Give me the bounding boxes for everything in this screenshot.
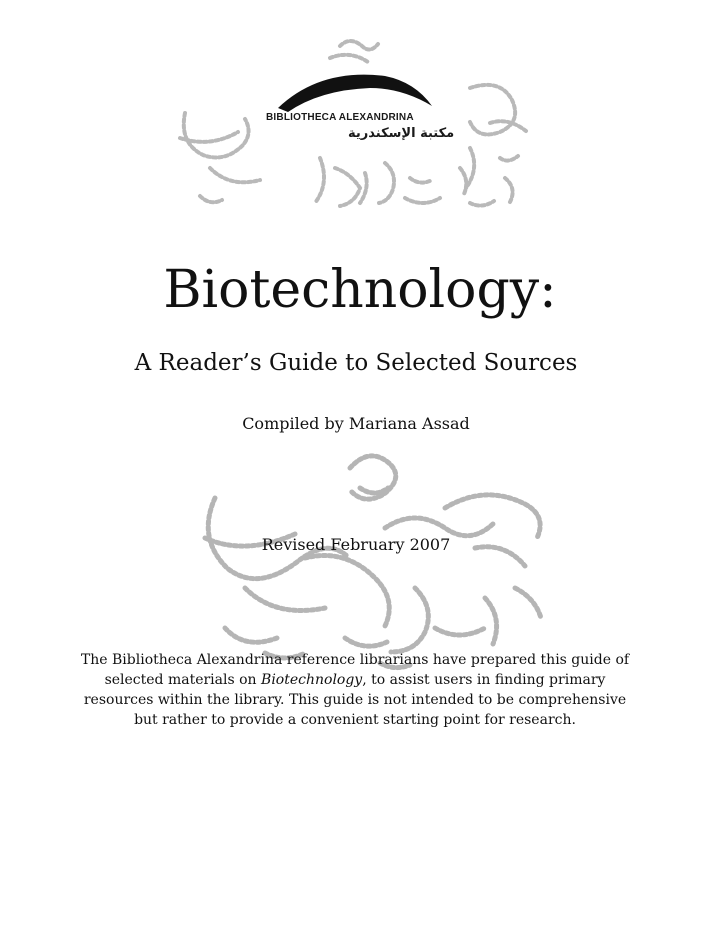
calligraphy-watermark-graphic — [185, 438, 565, 683]
description-text-part1: The Bibliotheca Alexandrina reference librarians have prepared this guide of selected materials on — [80, 652, 630, 688]
calligraphy-logo-graphic — [170, 28, 550, 218]
description-text-part2: , to assist users in finding primary resources within the library. This guide is not intended to be comprehensive but rather to provide a convenient starting point for research. — [83, 672, 627, 728]
revision-date: Revised February 2007 — [261, 535, 451, 554]
logo-name-arabic: مكتبة الإسكندرية — [348, 126, 455, 141]
compiled-by-line: Compiled by Mariana Assad — [242, 414, 470, 433]
library-logo — [170, 28, 550, 218]
logo-name-english: BIBLIOTHECA ALEXANDRINA — [266, 112, 414, 123]
page-subtitle: A Reader’s Guide to Selected Sources — [134, 350, 578, 376]
page-title: Biotechnology: — [163, 260, 557, 320]
guide-description — [80, 650, 630, 730]
logo-swoosh-icon — [278, 75, 432, 112]
calligraphy-watermark — [185, 438, 565, 683]
description-subject: Biotechnology — [261, 672, 363, 688]
